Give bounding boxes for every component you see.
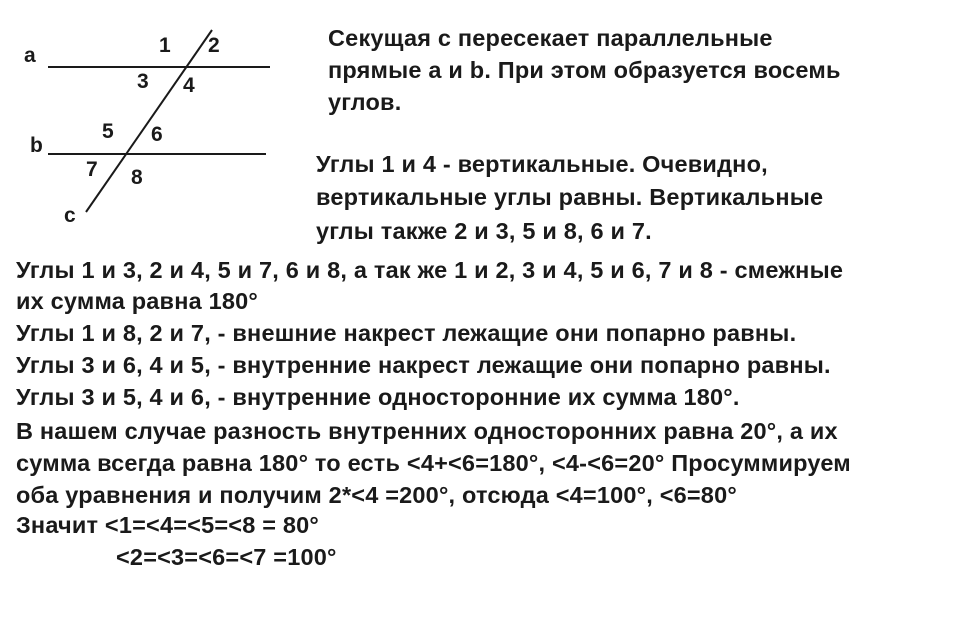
angle-label-1: 1 <box>159 34 171 57</box>
angle-label-6: 6 <box>151 123 163 146</box>
body-line-3: Углы 1 и 8, 2 и 7, - внешние накрест лежащие они попарно равны. <box>16 320 797 346</box>
body-line-4: Углы 3 и 6, 4 и 5, - внутренние накрест лежащие они попарно равны. <box>16 352 831 378</box>
label-c: c <box>64 204 76 227</box>
angle-label-4: 4 <box>183 74 195 97</box>
vertical-line-2: вертикальные углы равны. Вертикальные <box>316 184 824 210</box>
angle-label-8: 8 <box>131 166 143 189</box>
body-line-7: сумма всегда равна 180° то есть <4+<6=180°, <4-<6=20° Просуммируем <box>16 450 851 476</box>
parallel-lines-diagram <box>0 0 300 250</box>
body-line-9: Значит <1=<4=<5=<8 = 80° <box>16 512 319 538</box>
body-line-2: их сумма равна 180° <box>16 288 259 314</box>
body-line-10: <2=<3=<6=<7 =100° <box>116 544 337 570</box>
intro-line-3: углов. <box>328 89 402 115</box>
angle-label-2: 2 <box>208 34 220 57</box>
angle-label-7: 7 <box>86 158 98 181</box>
body-line-1: Углы 1 и 3, 2 и 4, 5 и 7, 6 и 8, а так же 1 и 2, 3 и 4, 5 и 6, 7 и 8 - смежные <box>16 257 844 283</box>
body-line-8: оба уравнения и получим 2*<4 =200°, отсюда <4=100°, <6=80° <box>16 482 737 508</box>
vertical-line-1: Углы 1 и 4 - вертикальные. Очевидно, <box>316 151 768 177</box>
vertical-line-3: углы также 2 и 3, 5 и 8, 6 и 7. <box>316 218 652 244</box>
angle-label-3: 3 <box>137 70 149 93</box>
body-line-6: В нашем случае разность внутренних односторонних равна 20°, а их <box>16 418 838 444</box>
label-a: a <box>24 44 36 67</box>
intro-line-1: Секущая с пересекает параллельные <box>328 25 773 51</box>
label-b: b <box>30 134 43 157</box>
angle-label-5: 5 <box>102 120 114 143</box>
intro-line-2: прямые a и b. При этом образуется восемь <box>328 57 841 83</box>
body-line-5: Углы 3 и 5, 4 и 6, - внутренние односторонние их сумма 180°. <box>16 384 740 410</box>
